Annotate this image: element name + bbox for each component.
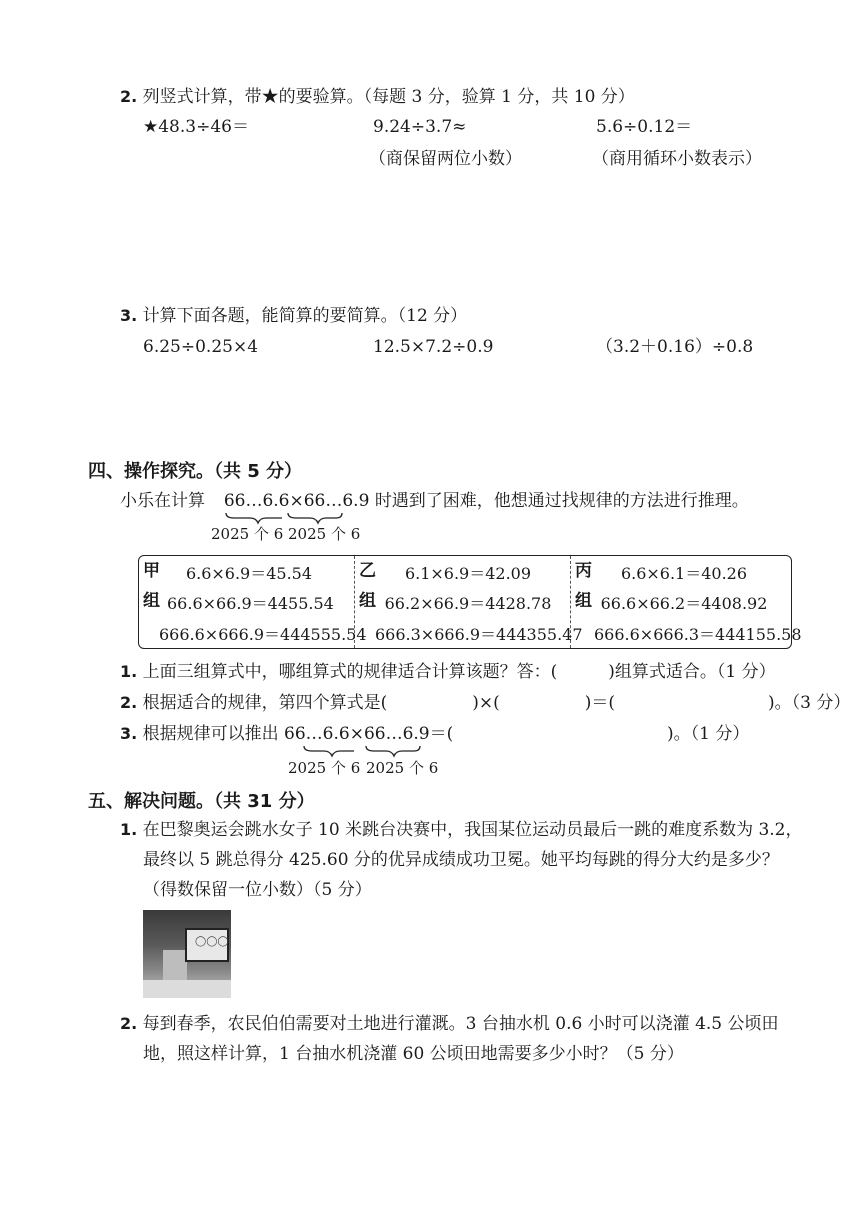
question-text: 根据规律可以推出 (142, 724, 279, 744)
intro-pre: 小乐在计算 (120, 491, 205, 511)
question-number: 2. (120, 693, 138, 712)
equation: 6.6×6.1＝40.26 (620, 564, 748, 583)
calc-item-2: 12.5×7.2÷0.9 (373, 337, 494, 357)
question-title: 计算下面各题，能简算的要简算。（12 分） (142, 306, 468, 326)
calc-item-1: 6.25÷0.25×4 (143, 337, 259, 357)
intro-post: 时遇到了困难，他想通过找规律的方法进行推理。 (374, 491, 749, 511)
problem-1-line-2: 最终以 5 跳总得分 425.60 分的优异成绩成功卫冕。她平均每跳的得分大约是多少？ (143, 850, 779, 870)
diving-platform-photo (143, 910, 231, 998)
question-number: 3. (120, 724, 138, 743)
olympic-rings-icon: ◯◯◯ (195, 936, 229, 947)
pattern-table (138, 555, 802, 649)
group-label-yi: 乙 (359, 561, 376, 581)
brace-label-b: 2025 个 6 (366, 759, 439, 777)
equation: 66.6×66.9＝4455.54 (167, 594, 334, 613)
problem-1-line-1 (120, 819, 803, 841)
equation: 666.3×666.9＝444355.47 (375, 625, 583, 644)
expr-b: 66…6.9 (303, 491, 370, 511)
question-title: 列竖式计算，带★的要验算。（每题 3 分，验算 1 分，共 10 分） (142, 87, 635, 107)
calc-item-3: （3.2＋0.16）÷0.8 (596, 337, 754, 357)
sub-question-3 (120, 723, 453, 745)
question-text: 上面三组算式中，哪组算式的规律适合计算该题？答：( )组算式适合。（1 分） (142, 662, 776, 682)
question-number: 2. (120, 87, 138, 106)
calc-item-2: 9.24÷3.7≈ (373, 117, 467, 137)
expression: 66…6.6×66…6.9＝( (284, 724, 454, 744)
question-3 (120, 305, 467, 327)
question-text: 根据适合的规律，第四个算式是( )×( )＝( )。（3 分） (142, 693, 851, 713)
problem-1-line-3: （得数保留一位小数）（5 分） (143, 880, 372, 900)
calc-note-2: （商用循环小数表示） (592, 149, 762, 169)
equation: 666.6×666.3＝444155.58 (594, 625, 802, 644)
equation: 66.2×66.9＝4428.78 (384, 594, 552, 613)
brace-icon (302, 744, 422, 758)
problem-text: 每到春季，农民伯伯需要对土地进行灌溉。3 台抽水机 0.6 小时可以浇灌 4.5 公顷田 (142, 1014, 779, 1034)
calc-item-1: ★48.3÷46＝ (143, 117, 249, 137)
times-sign: × (289, 491, 304, 511)
calc-note-1: （商保留两位小数） (369, 149, 522, 169)
group-label-zu: 组 (359, 591, 376, 611)
brace-label-a: 2025 个 6 (211, 525, 284, 543)
expr-a: 66…6.6 (223, 491, 290, 511)
problem-2-line-1 (120, 1013, 779, 1035)
platform-base (143, 980, 231, 998)
brace-label-b: 2025 个 6 (288, 525, 361, 543)
question-2 (120, 86, 635, 108)
section-4-title: 四、操作探究。（共 5 分） (88, 461, 303, 482)
group-label-bing: 丙 (575, 561, 592, 581)
group-label-zu: 组 (143, 591, 160, 611)
question-number: 2. (120, 1014, 138, 1033)
question-number: 3. (120, 306, 138, 325)
problem-text: 在巴黎奥运会跳水女子 10 米跳台决赛中，我国某位运动员最后一跳的难度系数为 3.2， (142, 820, 803, 840)
section-4-intro (120, 490, 749, 512)
group-label-jia: 甲 (143, 561, 160, 581)
sub-question-1 (120, 661, 776, 683)
question-number: 1. (120, 662, 138, 681)
question-number: 1. (120, 820, 138, 839)
problem-2-line-2: 地，照这样计算，1 台抽水机浇灌 60 公顷田地需要多少小时？（5 分） (143, 1044, 684, 1064)
answer-close: )。（1 分） (667, 724, 750, 744)
section-5-title: 五、解决问题。（共 31 分） (88, 791, 315, 812)
equation: 666.6×666.9＝444555.54 (159, 625, 367, 644)
equation: 6.6×6.9＝45.54 (185, 564, 313, 583)
group-label-zu: 组 (575, 591, 592, 611)
brace-label-a: 2025 个 6 (288, 759, 361, 777)
calc-item-3: 5.6÷0.12＝ (596, 117, 693, 137)
sub-question-2 (120, 692, 850, 714)
equation: 66.6×66.2＝4408.92 (600, 594, 768, 613)
equation: 6.1×6.9＝42.09 (404, 564, 532, 583)
